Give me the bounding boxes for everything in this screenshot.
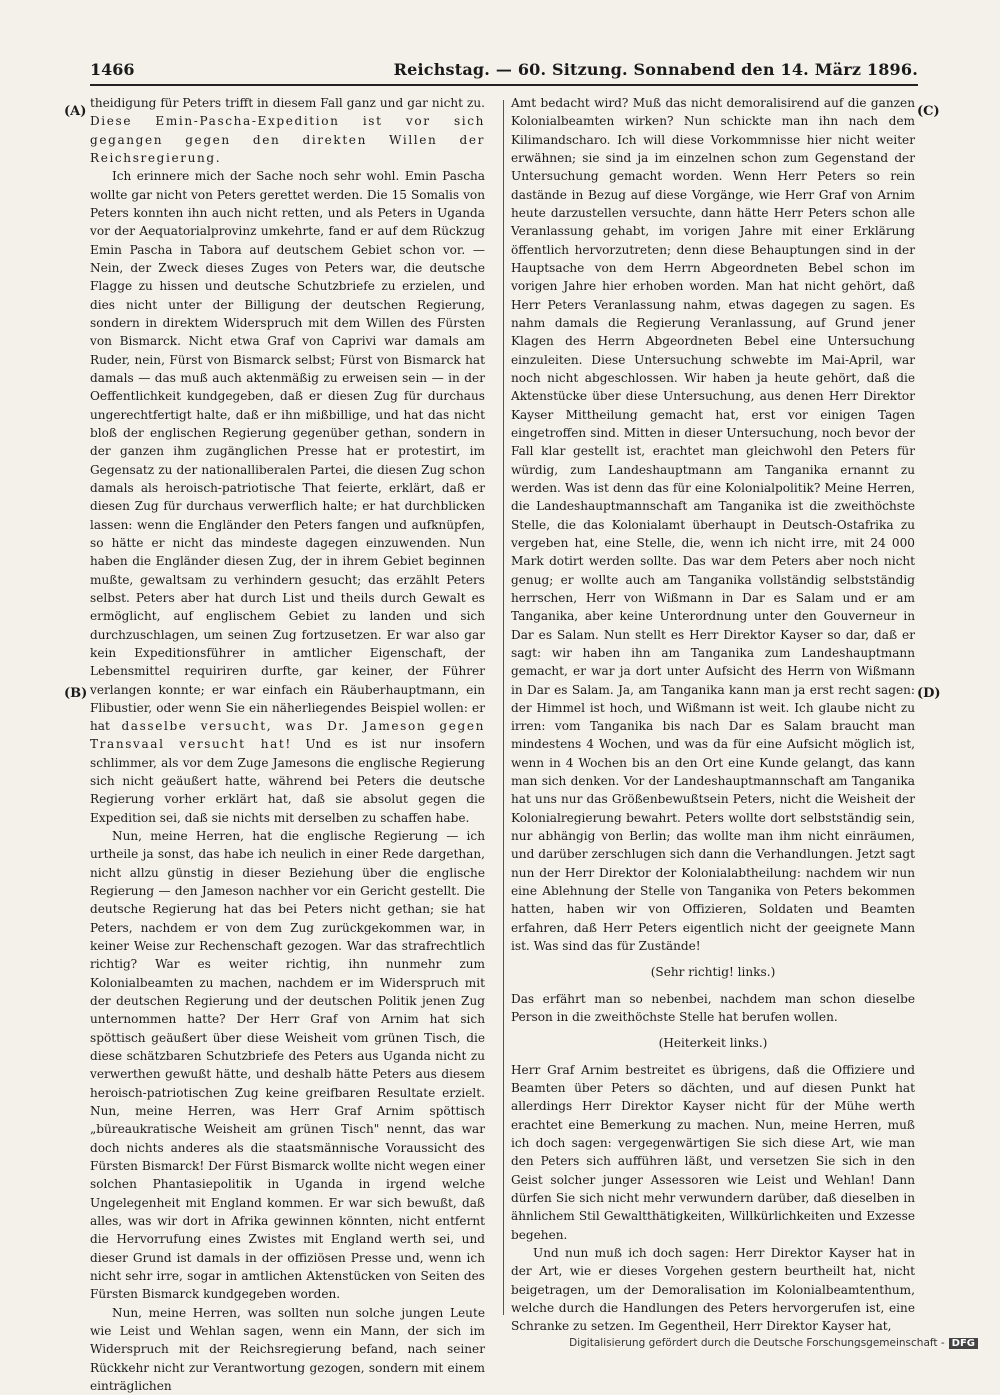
right-column [511,94,915,1336]
interjection: (Heiterkeit links.) [658,1036,768,1051]
left-column [90,94,485,1395]
running-title: Reichstag. — 60. Sitzung. Sonnabend den 14. März 1896. [393,60,918,79]
margin-mark-c: (C) [917,104,940,119]
interjection: (Sehr richtig! links.) [650,965,776,980]
paragraph [90,94,485,167]
margin-mark-b: (B) [64,686,88,701]
paragraph: Herr Graf Arnim bestreitet es übrigens, daß die Offiziere und Beamten über Peters so dächten, und auf diesen Punkt hat allerdings Herr Direktor Kayser nicht für der Mühe werth erachtet eine Bemerkung zu machen. Nun, meine Herren, muß ich doch sagen: vergegenwärtigen Sie sich diese Art, wie man den Peters sich aufführen läßt, und versetzen Sie sich in den Geist solcher junger Assessoren wie Leist und Wehlan! Dann dürfen Sie sich nicht mehr verwundern darüber, daß dieselben in ähnlichem Stil Gewaltthätigkeiten, Willkürlichkeiten und Exzesse begehen. [511,1062,915,1242]
paragraph-text: Und es ist nur insofern schlimmer, als vor dem Zuge Jamesons die englische Regierung sich nicht geäußert hatte, während bei Peters die deutsche Regierung vorher erklärt hat, daß sie absolut gegen die Expedition sei, daß sie nichts mit derselben zu schaffen habe. [90,737,485,825]
paragraph [90,167,485,827]
paragraph-text: Ich erinnere mich der Sache noch sehr wohl. Emin Pascha wollte gar nicht von Peters gerettet werden. Die 15 Somalis von Peters konnten ihn auch nicht retten, und als Peters in Uganda vor der Aequatorialprovinz umkehrte, fand er auf dem Rückzug Emin Pascha in Tabora auf deutschem Gebiet schon vor. — Nein, der Zweck dieses Zuges von Peters war, die deutsche Flagge zu hissen und deutsche Schutzbriefe zu erzielen, und dies nicht unter der Billigung der deutschen Regierung, sondern in direktem Widerspruch mit dem Willen des Fürsten von Bismarck. Nicht etwa Graf von Caprivi war damals am Ruder, nein, Fürst von Bismarck selbst; Fürst von Bismarck hat damals — das muß auch aktenmäßig zu erweisen sein — in der Oeffentlichkeit kundgegeben, daß er diesen Zug für durchaus ungerechtfertigt halte, daß er ihn mißbillige, und hat das nicht bloß der englischen Regierung gegenüber gethan, sondern in der ganzen ihm zugänglichen Presse hat er protestirt, im Gegensatz zu der nationalliberalen Partei, die diesen Zug schon damals als heroisch-patriotische That feierte, erklärt, daß er diesen Zug für durchaus verwerflich halte; er hat durchblicken lassen: wenn die Engländer den Peters fangen und aufknüpfen, so hätte er nicht das mindeste dagegen einzuwenden. Nun haben die Engländer diesen Zug, der in ihrem Gebiet beginnen mußte, gewaltsam zu verhindern gesucht; das erzählt Peters selbst. Peters aber hat durch List und theils durch Gewalt es ermöglicht, auf englischem Gebiet zu landen und sich durchzuschlagen, um seinen Zug fortzusetzen. Er war also gar kein Expeditionsführer in amtlicher Eigenschaft, der Lebensmittel requiriren durfte, gar keiner, der Führer verlangen konnte; er war einfach ein Räuberhauptmann, ein Flibustier, oder wenn Sie ein näherliegendes Beispiel wollen: er hat [90,169,485,734]
paragraph: Und nun muß ich doch sagen: Herr Direktor Kayser hat in der Art, wie er dieses Vorgehen gestern beurtheilt hat, nicht beigetragen, um der Demoralisation im Kolonialbeamtenthum, welche durch die Handlungen des Peters hervorgerufen ist, eine Schranke zu setzen. Im Gegentheil, Herr Direktor Kayser hat, [511,1246,915,1334]
page-header [90,60,918,84]
paragraph-text: theidigung für Peters trifft in diesem Fall ganz und gar nicht zu. [90,96,485,110]
emphasized-text: Diese Emin-Pascha-Expedition ist vor sich gegangen gegen den direkten Willen der Reichsregierung. [90,114,485,165]
paragraph: Amt bedacht wird? Muß das nicht demoralisirend auf die ganzen Kolonialbeamten wirken? Nun schickte man ihn nach dem Kilimandscharo. Ich will diese Vorkommnisse hier nicht weiter erwähnen; sie sind ja im einzelnen schon zum Gegenstand der Untersuchung gemacht worden. Wenn Herr Peters so rein dastände in Bezug auf diese Vorgänge, wie Herr Graf von Arnim heute darzustellen versuchte, dann hätte Herr Peters schon alle Veranlassung gehabt, im vorigen Jahre mit einer Erklärung öffentlich hervorzutreten; denn diese Behauptungen sind in der Hauptsache von dem Herrn Abgeordneten Bebel schon im vorigen Jahre hier erhoben worden. Man hat nicht gehört, daß Herr Peters Veranlassung nahm, etwas dagegen zu sagen. Es nahm damals die Regierung Veranlassung, auf Grund jener Klagen des Herrn Abgeordneten Bebel eine Untersuchung einzuleiten. Diese Untersuchung schwebte im Mai-April, war noch nicht abgeschlossen. Wir haben ja heute gehört, daß die Aktenstücke über diese Untersuchung, aus denen Herr Direktor Kayser Mittheilung gemacht hat, erst vor einigen Tagen eingetroffen sind. Mitten in dieser Untersuchung, noch bevor der Fall klar gestellt ist, erachtet man gleichwohl den Peters für würdig, zum Landeshauptmann am Tanganika ernannt zu werden. Was ist denn das für eine Kolonialpolitik? Meine Herren, die Landeshauptmannschaft am Tanganika ist die zweithöchste Stelle, die das Kolonialamt überhaupt in Deutsch-Ostafrika zu vergeben hat, eine Stelle, die, wenn ich nicht irre, mit 24 000 Mark dotirt werden sollte. Das war dem Peters aber noch nicht genug; er wollte auch am Tanganika vollständig selbstständig herrschen, Herr von Wißmann in Dar es Salam und er am Tanganika, aber keine Unterordnung unter den Gouverneur in Dar es Salam. Nun stellt es Herr Direktor Kayser so dar, daß er sagt: wir haben ihn am Tanganika zum Landeshauptmann gemacht, er war ja dort unter Aufsicht des Herrn von Wißmann in Dar es Salam. Ja, am Tanganika kann man ja erst recht sagen: der Himmel ist hoch, und Wißmann ist weit. Ich glaube nicht zu irren: vom Tanganika bis nach Dar es Salam braucht man mindestens 4 Wochen, und was da für eine Aufsicht möglich ist, wenn in 4 Wochen bis an den Ort eine Kunde gelangt, das kann man sich denken. Vor der Landeshauptmannschaft am Tanganika hat uns nur das Größenbewußtsein Peters, nicht die Weisheit der Kolonialregierung bewahrt. Peters wollte dort selbstständig sein, nur abhängig von Berlin; das wollte man ihm nicht einräumen, und darüber zerschlugen sich dann die Verhandlungen. Jetzt sagt nun der Herr Direktor der Kolonialabtheilung: nachdem wir nun eine Ablehnung der Stelle von Tanganika von Peters bekommen hatten, haben wir von Offizieren, Soldaten und Beamten erfahren, daß Herr Peters eigentlich nicht der geeignete Mann ist. Was sind das für Zustände! [511,96,915,954]
paragraph: Nun, meine Herren, was sollten nun solche jungen Leute wie Leist und Wehlan sagen, wenn ein Mann, der sich im Widerspruch mit der Reichsregierung befand, nach seiner Rückkehr nicht zur Verantwortung gezogen, sondern mit einem einträglichen [90,1305,485,1393]
footer-text: Digitalisierung gefördert durch die Deutsche Forschungsgemeinschaft - [569,1337,945,1349]
page-number: 1466 [90,60,135,79]
header-rule [90,84,918,86]
emphasized-text: dasselbe versucht, was Dr. Jameson gegen Transvaal versucht hat! [90,719,485,752]
digitization-footer [569,1337,978,1349]
dfg-logo: DFG [949,1338,978,1349]
column-divider [503,100,504,1315]
paragraph: Nun, meine Herren, hat die englische Regierung — ich urtheile ja sonst, das habe ich neulich in einer Rede dargethan, nicht allzu günstig in dieser Beziehung über die englische Regierung — den Jameson nachher vor ein Gericht gestellt. Die deutsche Regierung hat das bei Peters nicht gethan; sie hat Peters, nachdem er von dem Zug zurückgekommen war, in keiner Weise zur Rechenschaft gezogen. War das strafrechtlich richtig? War es weiter richtig, ihn nunmehr zum Kolonialbeamten zu machen, nachdem er im Widerspruch mit der deutschen Regierung und der deutschen Politik jenen Zug unternommen hatte? Der Herr Graf von Arnim hat sich spöttisch geäußert über diese Weisheit vom grünen Tisch, die diese schätzbaren Schutzbriefe des Peters aus Uganda nicht zu verwerthen gewußt hätte, und deshalb hätte Peters aus diesem heroisch-patriotischen Zug keine greifbaren Resultate erzielt. Nun, meine Herren, was Herr Graf Arnim spöttisch „büreaukratische Weisheit am grünen Tisch" nennt, das war doch nichts anderes als die staatsmännische Voraussicht des Fürsten Bismarck! Der Fürst Bismarck wollte nicht wegen einer solchen Phantasiepolitik in Uganda in irgend welche Ungelegenheit mit England kommen. Er war sich bewußt, daß alles, was wir dort in Afrika gewinnen könnten, nicht entfernt die Hervorrufung eines Zwistes mit England werth sei, und dieser Grund ist damals in der offiziösen Presse und, wenn ich nicht sehr irre, sogar in amtlichen Aktenstücken von Seiten des Fürsten Bismarck kundgegeben worden. [90,829,485,1302]
margin-mark-d: (D) [917,686,941,701]
margin-mark-a: (A) [64,104,87,119]
paragraph: Das erfährt man so nebenbei, nachdem man schon dieselbe Person in die zweithöchste Stelle hat berufen wollen. [511,991,915,1025]
